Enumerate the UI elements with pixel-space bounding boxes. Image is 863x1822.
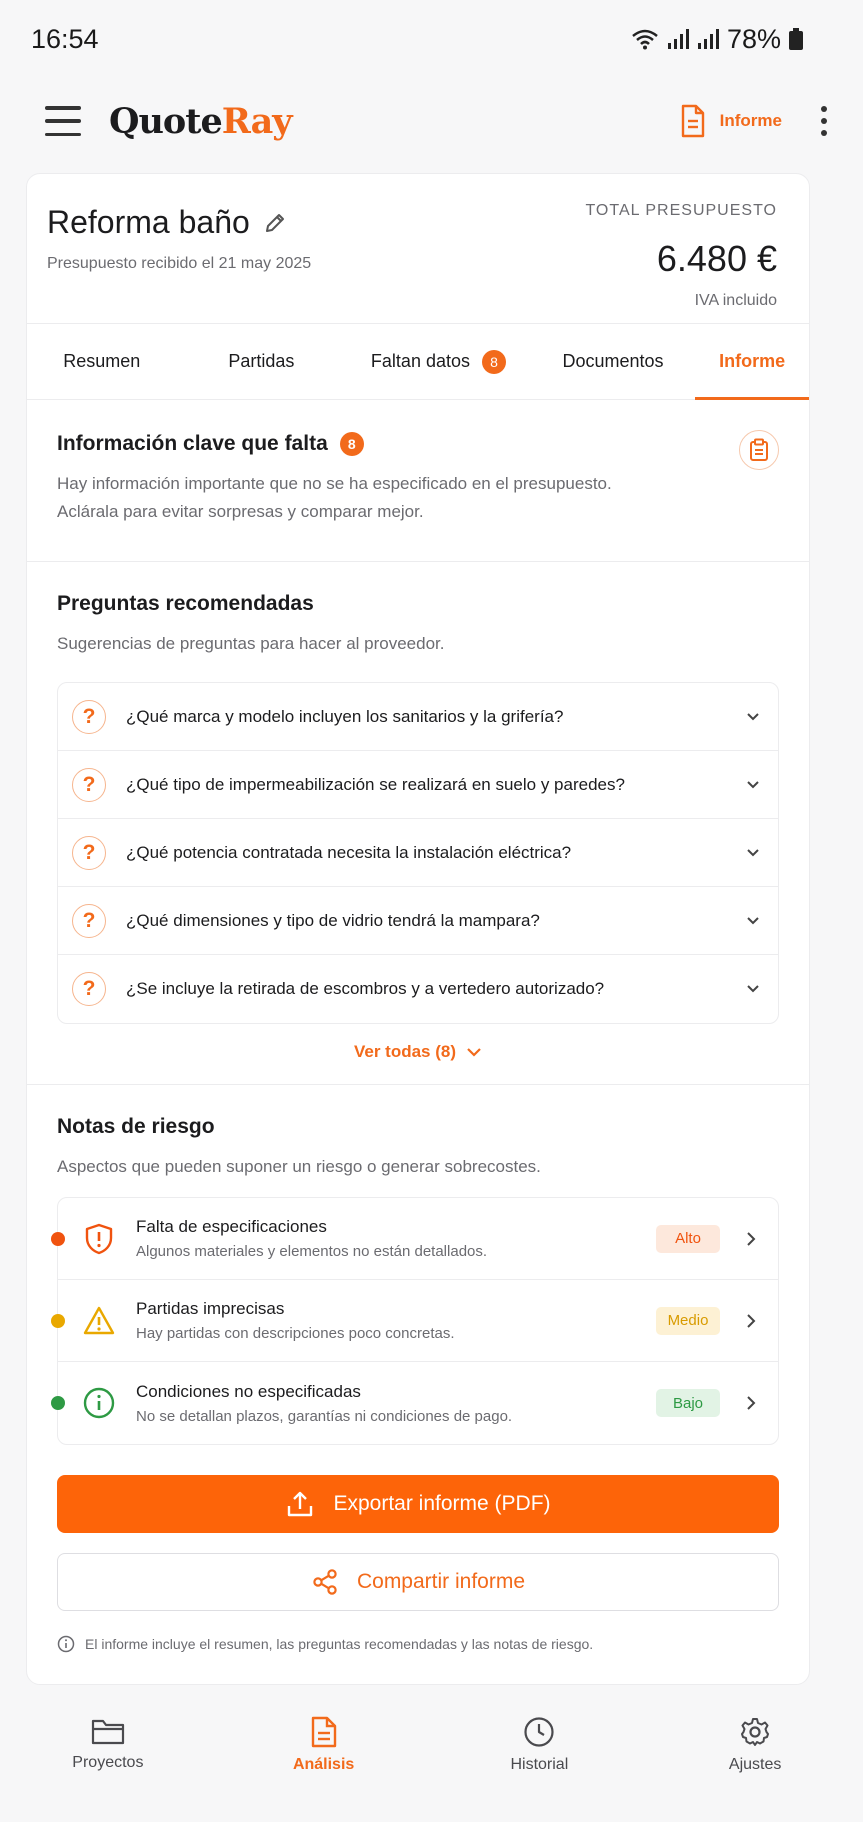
risk-notes-section	[27, 1085, 809, 1653]
document-icon	[310, 1716, 338, 1748]
risk-notes-subtitle: Aspectos que pueden suponer un riesgo o generar sobrecostes.	[57, 1157, 541, 1176]
question-text: ¿Qué dimensiones y tipo de vidrio tendrá la mampara?	[126, 910, 540, 930]
report-footnote: El informe incluye el resumen, las preguntas recomendadas y las notas de riesgo.	[57, 1635, 779, 1653]
risk-desc: No se detallan plazos, garantías ni condiciones de pago.	[136, 1407, 513, 1425]
more-options-icon[interactable]	[820, 106, 828, 136]
app-bar	[0, 78, 863, 164]
tab-resumen[interactable]: Resumen	[63, 351, 141, 371]
nav-proyectos[interactable]: Proyectos	[0, 1716, 216, 1822]
chevron-down-icon	[746, 712, 760, 722]
total-label: TOTAL PRESUPUESTO	[585, 202, 777, 219]
vat-note: IVA incluido	[694, 292, 777, 309]
share-report-label: Compartir informe	[356, 1570, 526, 1593]
export-pdf-button[interactable]	[57, 1475, 779, 1533]
battery-icon	[789, 28, 803, 50]
status-time: 16:54	[31, 23, 99, 54]
nav-historial[interactable]: Historial	[432, 1716, 648, 1822]
tab-bar	[27, 324, 809, 400]
risk-level-badge: Medio	[656, 1307, 720, 1335]
chevron-down-icon	[466, 1047, 482, 1057]
clipboard-button[interactable]	[739, 430, 779, 470]
questions-subtitle: Sugerencias de preguntas para hacer al proveedor.	[57, 634, 445, 653]
project-subtitle: Presupuesto recibido el 21 may 2025	[47, 255, 312, 272]
share-report-button[interactable]	[57, 1553, 779, 1611]
battery-percent: 78%	[726, 23, 781, 54]
signal-icon	[667, 28, 689, 50]
risk-desc: Algunos materiales y elementos no están detallados.	[136, 1243, 488, 1260]
question-item[interactable]	[58, 819, 778, 887]
chevron-down-icon	[746, 848, 760, 858]
question-mark-icon: ?	[72, 904, 106, 938]
chevron-down-icon	[746, 984, 760, 994]
question-text: ¿Qué marca y modelo incluyen los sanitarios y la grifería?	[126, 706, 564, 726]
risk-title: Condiciones no especificadas	[136, 1381, 361, 1401]
risk-desc: Hay partidas con descripciones poco concretas.	[136, 1325, 455, 1342]
edit-pencil-icon[interactable]	[264, 212, 286, 234]
report-button[interactable]	[680, 104, 782, 138]
chevron-down-icon	[746, 916, 760, 926]
risk-item-medium[interactable]	[58, 1280, 778, 1362]
risk-item-high[interactable]	[58, 1198, 778, 1280]
chevron-right-icon	[746, 1231, 756, 1247]
gear-icon	[739, 1716, 771, 1748]
status-bar	[0, 0, 863, 78]
document-icon	[680, 104, 706, 138]
question-text: ¿Qué tipo de impermeabilización se realizará en suelo y paredes?	[126, 774, 625, 794]
missing-info-desc: Hay información importante que no se ha especificado en el presupuesto. Aclárala para evitar sorpresas y comparar mejor.	[57, 474, 612, 521]
clock-icon	[523, 1716, 555, 1748]
shield-alert-icon	[82, 1222, 116, 1256]
report-button-label: Informe	[719, 111, 782, 130]
chevron-right-icon	[746, 1395, 756, 1411]
info-circle-icon	[82, 1386, 116, 1420]
info-icon	[57, 1635, 75, 1653]
missing-count-badge: 8	[340, 432, 364, 456]
project-header	[27, 174, 809, 324]
missing-info-title: Información clave que falta 8	[57, 432, 779, 456]
risk-title: Falta de especificaciones	[136, 1217, 327, 1236]
risk-item-low[interactable]	[58, 1362, 778, 1444]
risk-dot	[51, 1232, 65, 1246]
menu-icon[interactable]	[45, 106, 81, 136]
question-text: ¿Se incluye la retirada de escombros y a vertedero autorizado?	[126, 979, 605, 998]
question-mark-icon: ?	[72, 768, 106, 802]
share-icon	[311, 1568, 339, 1596]
chevron-down-icon	[746, 780, 760, 790]
nav-analisis[interactable]: Análisis	[216, 1716, 432, 1822]
tab-partidas[interactable]: Partidas	[228, 351, 295, 371]
tab-informe[interactable]: Informe	[695, 324, 809, 399]
bottom-navigation	[0, 1716, 863, 1822]
missing-info-section	[27, 400, 809, 562]
question-item[interactable]	[58, 955, 778, 1023]
upload-icon	[285, 1489, 315, 1519]
see-all-questions-link[interactable]: Ver todas (8)	[57, 1042, 779, 1062]
risk-list	[57, 1197, 779, 1445]
app-logo: QuoteRay	[109, 100, 292, 142]
status-icons	[631, 24, 803, 55]
wifi-icon	[631, 28, 659, 50]
project-title: Reforma baño	[47, 204, 250, 240]
question-item[interactable]	[58, 887, 778, 955]
warning-triangle-icon	[82, 1304, 116, 1338]
tab-documentos[interactable]: Documentos	[562, 351, 664, 371]
question-item[interactable]	[58, 683, 778, 751]
risk-title: Partidas imprecisas	[136, 1299, 285, 1318]
question-mark-icon: ?	[72, 972, 106, 1006]
risk-level-badge: Alto	[656, 1225, 720, 1253]
total-block	[585, 202, 777, 310]
questions-list	[57, 682, 779, 1024]
risk-dot	[51, 1396, 65, 1410]
question-text: ¿Qué potencia contratada necesita la instalación eléctrica?	[126, 842, 572, 862]
chevron-right-icon	[746, 1313, 756, 1329]
report-card	[26, 173, 810, 1685]
risk-dot	[51, 1314, 65, 1328]
folder-icon	[91, 1716, 125, 1746]
risk-level-badge: Bajo	[656, 1389, 720, 1417]
risk-notes-title: Notas de riesgo	[57, 1115, 215, 1138]
questions-section	[27, 562, 809, 1085]
nav-ajustes[interactable]: Ajustes	[647, 1716, 863, 1822]
question-mark-icon: ?	[72, 836, 106, 870]
questions-title: Preguntas recomendadas	[57, 592, 314, 615]
tab-faltan-datos[interactable]: Faltan datos 8	[346, 324, 531, 399]
question-item[interactable]	[58, 751, 778, 819]
signal-icon	[697, 28, 719, 50]
total-value: 6.480 €	[656, 238, 777, 279]
tab-badge: 8	[482, 350, 506, 374]
clipboard-icon	[749, 438, 769, 462]
question-mark-icon: ?	[72, 700, 106, 734]
export-pdf-label: Exportar informe (PDF)	[333, 1492, 551, 1515]
